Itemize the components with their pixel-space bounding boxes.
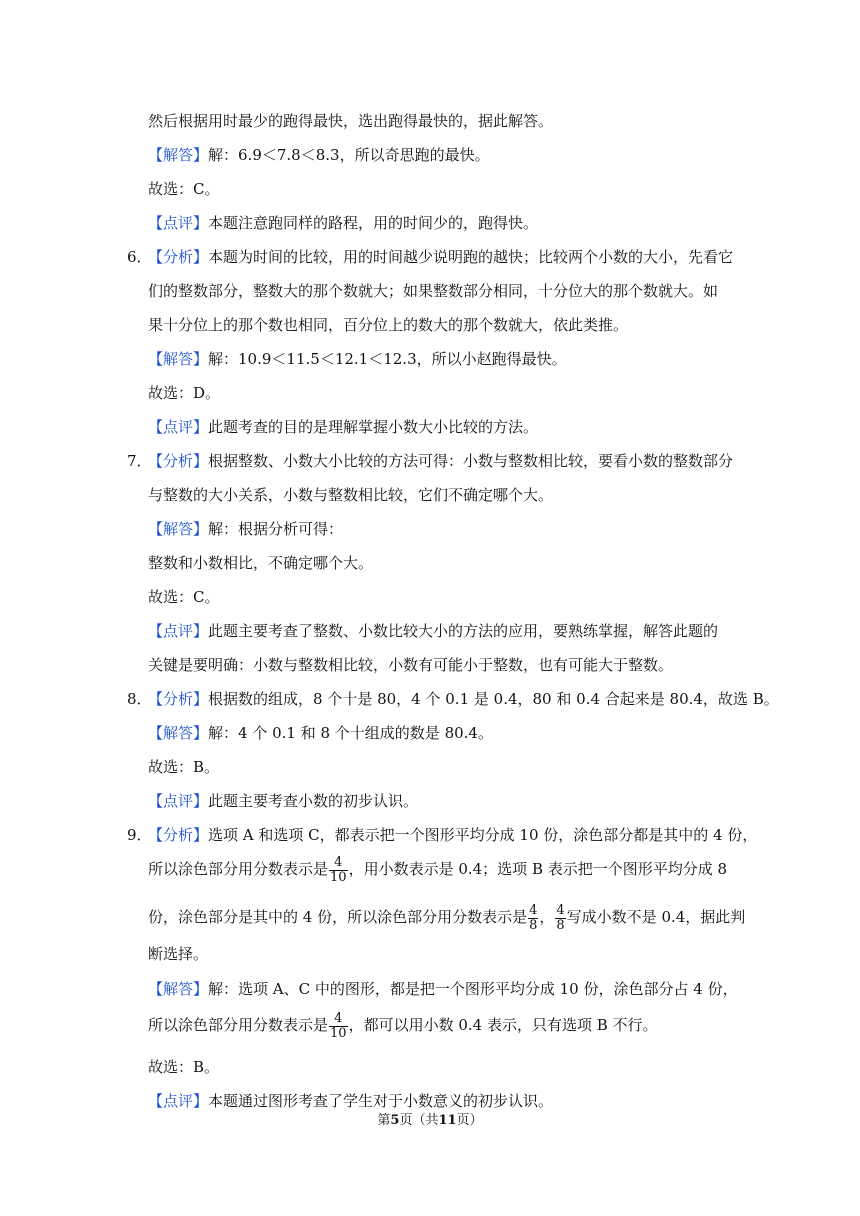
q6-comment-text: 此题考查的目的是理解掌握小数大小比较的方法。 [208,418,539,436]
q6-analysis-l1 [148,246,748,268]
page-footer [0,1112,860,1130]
q9-answer-l2 [148,1008,748,1042]
q7-answer [148,518,748,540]
comment-tag: 【点评】 [148,418,209,436]
comment-tag: 【点评】 [148,214,209,232]
q9-answer-l1 [148,978,748,1000]
q9-analysis-l4: 断选择。 [148,945,209,963]
q5-comment [148,212,748,234]
comment-tag: 【点评】 [148,792,209,810]
q7-comment-l1 [148,620,748,642]
q5-choice: 故选：C。 [148,180,220,198]
q9-number: 9． [127,826,152,844]
q6-choice: 故选：D。 [148,384,221,402]
fraction-denominator: 8 [529,917,538,933]
fraction-4-10-answer [329,1012,348,1041]
answer-tag: 【解答】 [148,724,209,742]
q8-choice: 故选：B。 [148,758,220,776]
q9-analysis-l3c: 写成小数不是 0.4，据此判 [566,908,746,926]
fraction-numerator: 4 [329,856,348,871]
q7-number: 7． [127,452,152,470]
q9-analysis-l1 [148,824,758,846]
q5-analysis-cont: 然后根据用时最少的跑得最快，选出跑得最快的，据此解答。 [148,112,554,130]
q9-choice: 故选：B。 [148,1058,220,1076]
footer-prefix: 第 [377,1113,391,1128]
q6-answer-text: 解：10.9＜11.5＜12.1＜12.3，所以小赵跑得最快。 [208,350,567,368]
q6-analysis-l3: 果十分位上的那个数也相同，百分位上的数大的那个数就大，依此类推。 [148,316,629,334]
q7-comment-text: 此题主要考查了整数、小数比较大小的方法的应用，要熟练掌握，解答此题的 [208,622,719,640]
q6-number: 6． [127,248,152,266]
analysis-tag: 【分析】 [148,452,209,470]
fraction-numerator: 4 [556,902,565,918]
q7-analysis-l2: 与整数的大小关系，小数与整数相比较，它们不确定哪个大。 [148,486,554,504]
q9-analysis-l2b: ，用小数表示是 0.4；选项 B 表示把一个图形平均分成 8 [348,860,728,878]
q8-answer-text: 解：4 个 0.1 和 8 个十组成的数是 80.4。 [208,724,493,742]
q8-comment [148,790,748,812]
footer-page-number: 5 [390,1113,400,1128]
q7-answer-l2: 整数和小数相比，不确定哪个大。 [148,554,374,572]
q8-analysis-text: 根据数的组成，8 个十是 80，4 个 0.1 是 0.4，80 和 0.4 合起来是 80.4，故选 B。 [208,690,779,708]
analysis-tag: 【分析】 [148,826,209,844]
q9-analysis-l3 [148,900,748,934]
q6-comment [148,416,748,438]
fraction-4-8-second [555,904,565,933]
answer-tag: 【解答】 [148,350,209,368]
q9-analysis-l3a: 份，涂色部分是其中的 4 份，所以涂色部分用分数表示是 [148,908,528,926]
q8-answer [148,722,748,744]
answer-tag: 【解答】 [148,980,209,998]
answer-tag: 【解答】 [148,520,209,538]
q9-analysis-l3b: ， [539,908,555,926]
q6-analysis-l2: 们的整数部分，整数大的那个数就大；如果整数部分相同，十分位大的那个数就大。如 [148,282,719,300]
q7-comment-l2: 关键是要明确：小数与整数相比较，小数有可能小于整数，也有可能大于整数。 [148,656,674,674]
q8-analysis [148,688,779,710]
q7-choice: 故选：C。 [148,588,220,606]
q7-answer-text: 解：根据分析可得： [208,520,344,538]
analysis-tag: 【分析】 [148,248,209,266]
q9-analysis-text: 选项 A 和选项 C，都表示把一个图形平均分成 10 份，涂色部分都是其中的 4 份， [208,826,758,844]
footer-suffix: 页） [456,1113,483,1128]
q9-answer-l2b: ，都可以用小数 0.4 表示，只有选项 B 不行。 [348,1016,658,1034]
q9-comment [148,1090,748,1112]
fraction-denominator: 10 [330,1025,347,1041]
fraction-numerator: 4 [529,902,538,918]
q9-comment-text: 本题通过图形考查了学生对于小数意义的初步认识。 [208,1092,554,1110]
q7-analysis-text: 根据整数、小数大小比较的方法可得：小数与整数相比较，要看小数的整数部分 [208,452,734,470]
q5-answer-text: 解：6.9＜7.8＜8.3，所以奇思跑的最快。 [208,146,490,164]
answer-tag: 【解答】 [148,146,209,164]
fraction-4-8 [528,904,538,933]
q7-analysis-l1 [148,450,748,472]
q9-answer-text: 解：选项 A、C 中的图形，都是把一个图形平均分成 10 份，涂色部分占 4 份， [208,980,738,998]
analysis-tag: 【分析】 [148,690,209,708]
q9-analysis-l2a: 所以涂色部分用分数表示是 [148,860,329,878]
fraction-denominator: 10 [330,869,347,885]
fraction-numerator: 4 [329,1012,348,1027]
q5-answer [148,144,748,166]
q6-answer [148,348,748,370]
fraction-4-10 [329,856,348,885]
q9-answer-l2a: 所以涂色部分用分数表示是 [148,1016,329,1034]
q6-analysis-text: 本题为时间的比较，用的时间越少说明跑的越快；比较两个小数的大小，先看它 [208,248,734,266]
footer-mid: 页（共 [399,1113,439,1128]
fraction-denominator: 8 [556,917,565,933]
comment-tag: 【点评】 [148,1092,209,1110]
q8-number: 8． [127,690,152,708]
comment-tag: 【点评】 [148,622,209,640]
q8-comment-text: 此题主要考查小数的初步认识。 [208,792,419,810]
footer-total-pages: 11 [438,1113,457,1128]
q5-comment-text: 本题注意跑同样的路程，用的时间少的，跑得快。 [208,214,539,232]
q9-analysis-l2 [148,852,748,886]
